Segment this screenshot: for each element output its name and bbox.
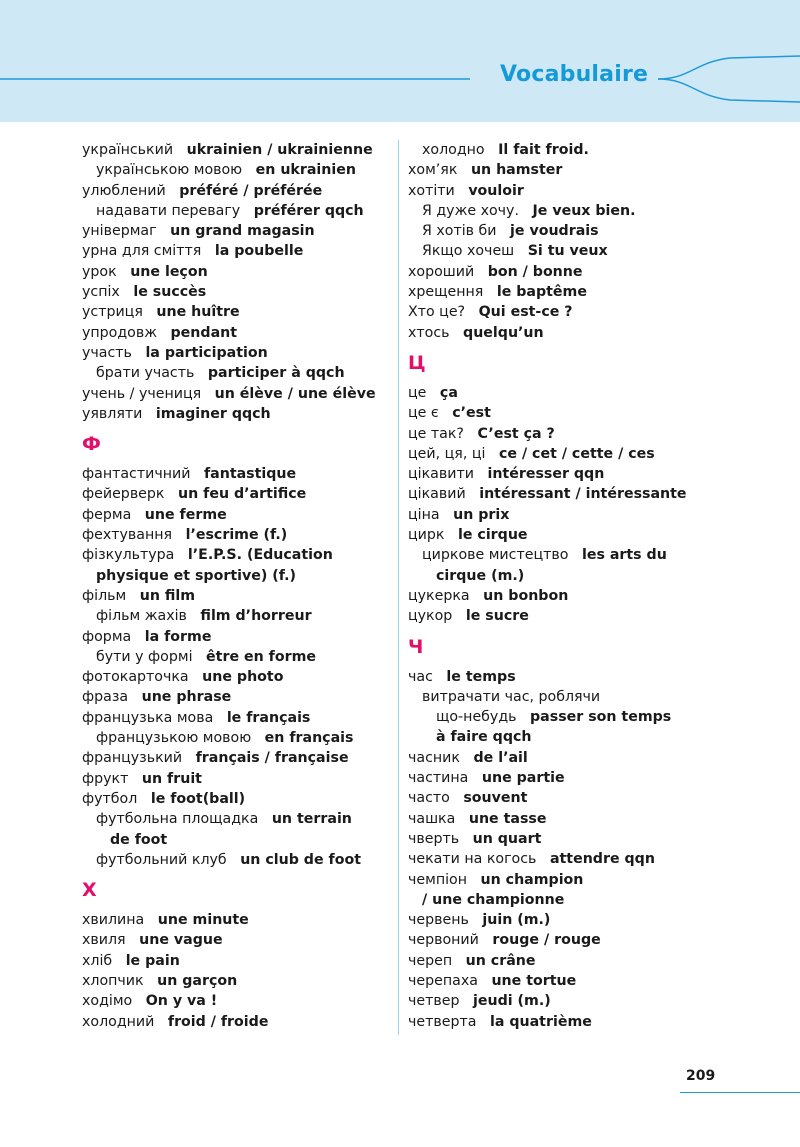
vocab-entry <box>408 991 748 1011</box>
ukrainian-term: упродовж <box>82 324 157 341</box>
ukrainian-term: учень / учениця <box>82 385 202 402</box>
vocab-entry <box>408 748 748 768</box>
vocab-entry <box>82 769 392 789</box>
french-term: passer son temps <box>530 709 672 726</box>
french-term: jeudi (m.) <box>473 993 551 1010</box>
ukrainian-term: футбол <box>82 790 138 807</box>
vocab-entry <box>408 768 748 788</box>
ukrainian-term: футбольна площадка <box>96 811 259 828</box>
french-term: un club de foot <box>240 851 361 868</box>
french-term: ce / cet / cette / ces <box>498 445 655 462</box>
vocab-entry <box>82 282 392 302</box>
vocab-entry <box>408 586 748 606</box>
ukrainian-term: час <box>408 668 433 685</box>
ukrainian-term: участь <box>82 344 132 361</box>
french-term: rouge / rouge <box>492 932 601 949</box>
french-term: le cirque <box>457 527 528 544</box>
french-term: une ferme <box>144 506 227 523</box>
french-term: le baptême <box>496 284 587 301</box>
ukrainian-term: французькою мовою <box>96 730 252 747</box>
ukrainian-term: універмаг <box>82 223 157 240</box>
ukrainian-term: надавати перевагу <box>96 202 241 219</box>
french-term: le succès <box>133 284 207 301</box>
vocab-entry <box>82 384 392 404</box>
french-term: quelqu’un <box>463 324 544 341</box>
vocab-entry <box>82 545 392 565</box>
ukrainian-term: цікавий <box>408 486 466 503</box>
ukrainian-term: це так? <box>408 425 464 442</box>
french-term: une tasse <box>468 810 547 827</box>
vocab-entry <box>408 221 748 241</box>
ukrainian-term: фізкультура <box>82 547 175 564</box>
ukrainian-term: червень <box>408 912 469 929</box>
vocab-entry <box>408 870 748 890</box>
ukrainian-term: червоний <box>408 932 479 949</box>
vocab-entry <box>82 667 392 687</box>
page-title: Vocabulaire <box>500 62 649 87</box>
ukrainian-term: чверть <box>408 830 460 847</box>
vocab-entry <box>82 525 392 545</box>
french-term: une vague <box>139 932 223 949</box>
vocab-entry <box>408 606 748 626</box>
french-term: préféré / préférée <box>179 182 323 199</box>
french-term: un hamster <box>470 162 563 179</box>
vocab-entry <box>408 383 748 403</box>
french-term: l’escrime (f.) <box>185 527 288 544</box>
vocab-entry <box>408 140 748 160</box>
ukrainian-term: хліб <box>82 952 113 969</box>
vocab-entry <box>82 404 392 424</box>
french-term: un grand magasin <box>170 223 315 240</box>
vocab-entry <box>82 241 392 261</box>
vocab-entry <box>408 525 748 545</box>
french-term: ça <box>439 384 458 401</box>
ukrainian-term: чекати на когось <box>408 851 537 868</box>
ukrainian-term: холодний <box>82 1013 155 1030</box>
french-term: l’E.P.S. (Education <box>187 547 333 564</box>
french-term: C’est ça ? <box>477 425 555 442</box>
vocab-entry <box>82 809 392 829</box>
ukrainian-term: ферма <box>82 506 132 523</box>
vocab-entry <box>408 951 748 971</box>
vocab-entry <box>82 160 392 180</box>
vocab-entry <box>82 221 392 241</box>
french-term: c’est <box>452 405 491 422</box>
vocab-entry <box>408 262 748 282</box>
french-term: français / française <box>195 750 349 767</box>
vocab-entry <box>408 788 748 808</box>
ukrainian-term: хвиля <box>82 932 126 949</box>
ukrainian-term: фрукт <box>82 770 129 787</box>
vocab-entry <box>408 849 748 869</box>
vocab-entry <box>82 363 392 383</box>
french-term: la quatrième <box>489 1013 592 1030</box>
french-term: les arts du <box>581 547 667 564</box>
french-term: vouloir <box>468 182 524 199</box>
ukrainian-term: хлопчик <box>82 972 144 989</box>
header-rule-ornament <box>0 0 800 122</box>
vocab-entry <box>408 160 748 180</box>
ukrainian-term: хороший <box>408 263 475 280</box>
french-term: la forme <box>144 628 212 645</box>
french-term: cirque (m.) <box>436 567 525 584</box>
vocab-entry <box>82 505 392 525</box>
french-term: un prix <box>453 506 510 523</box>
ukrainian-term: фантастичний <box>82 466 191 483</box>
ukrainian-term: улюблений <box>82 182 166 199</box>
french-term: Il fait froid. <box>498 142 589 158</box>
vocab-entry <box>82 647 392 667</box>
french-term: une huître <box>156 304 240 321</box>
french-term: de l’ail <box>473 749 528 766</box>
page-number-rule <box>680 1092 800 1093</box>
ukrainian-term: Якщо хочеш <box>422 243 515 260</box>
ukrainian-term: четверта <box>408 1013 477 1030</box>
vocab-entry <box>82 830 392 850</box>
vocab-entry <box>82 606 392 626</box>
vocab-entry <box>408 302 748 322</box>
left-column <box>82 140 392 1032</box>
ukrainian-term: українською мовою <box>96 162 243 179</box>
vocab-entry <box>82 302 392 322</box>
ukrainian-term: фехтування <box>82 527 173 544</box>
french-term: le sucre <box>465 608 529 625</box>
french-term: une tortue <box>491 972 577 989</box>
ukrainian-term: це <box>408 384 427 401</box>
french-term: en ukrainien <box>255 162 356 179</box>
vocab-entry <box>82 991 392 1011</box>
ukrainian-term: цікавити <box>408 466 474 483</box>
french-term: de foot <box>110 831 168 848</box>
ukrainian-term: хтось <box>408 324 450 341</box>
vocab-entry <box>82 789 392 809</box>
vocab-entry <box>82 586 392 606</box>
french-term: une partie <box>481 770 565 787</box>
ukrainian-term: французька мова <box>82 709 214 726</box>
ukrainian-term: фотокарточка <box>82 669 189 686</box>
french-term: une photo <box>202 669 284 686</box>
vocab-entry <box>408 910 748 930</box>
vocab-entry <box>82 343 392 363</box>
french-term: un champion <box>480 871 584 888</box>
ukrainian-term: форма <box>82 628 132 645</box>
vocab-entry <box>408 424 748 444</box>
french-term: Qui est-ce ? <box>478 304 573 321</box>
vocab-entry <box>82 1012 392 1032</box>
french-term: pendant <box>170 324 238 341</box>
french-term: un garçon <box>157 972 238 989</box>
ukrainian-term: фейерверк <box>82 486 165 503</box>
vocab-entry <box>408 181 748 201</box>
french-term: un film <box>139 587 196 604</box>
vocab-entry <box>82 748 392 768</box>
french-term: je voudrais <box>510 223 599 240</box>
french-term: être en forme <box>206 648 316 665</box>
ukrainian-term: устриця <box>82 304 143 321</box>
vocab-entry <box>408 323 748 343</box>
french-term: la participation <box>145 344 268 361</box>
vocab-entry <box>82 566 392 586</box>
vocab-entry <box>408 890 748 910</box>
french-term: intéressant / intéressante <box>479 486 687 503</box>
vocab-entry <box>82 140 392 160</box>
vocab-entry <box>82 181 392 201</box>
ukrainian-term: часто <box>408 790 450 807</box>
vocab-entry <box>408 687 748 707</box>
vocab-entry <box>82 687 392 707</box>
ukrainian-term: ціна <box>408 506 440 523</box>
ukrainian-term: чемпіон <box>408 871 467 888</box>
ukrainian-term: що-небудь <box>436 709 517 726</box>
ukrainian-term: хрещення <box>408 284 484 301</box>
ukrainian-term: ходімо <box>82 993 133 1010</box>
french-term: le foot(ball) <box>150 790 246 807</box>
section-letter: Ц <box>408 351 426 374</box>
french-term: film d’horreur <box>200 608 312 625</box>
ukrainian-term: частина <box>408 770 469 787</box>
vocab-entry <box>82 971 392 991</box>
french-term: On y va ! <box>145 993 218 1010</box>
vocab-entry <box>408 829 748 849</box>
ukrainian-term: урна для сміття <box>82 243 202 260</box>
ukrainian-term: це є <box>408 405 439 422</box>
ukrainian-term: витрачати час, роблячи <box>422 688 601 705</box>
french-term: le temps <box>446 668 516 685</box>
vocab-entry <box>408 971 748 991</box>
section-letter: Х <box>82 879 97 902</box>
french-term: Je veux bien. <box>532 202 636 219</box>
french-term: intéresser qqn <box>487 466 605 483</box>
french-term: participer à qqch <box>207 365 345 382</box>
vocab-entry <box>82 708 392 728</box>
french-term: un feu d’artifice <box>178 486 307 503</box>
vocab-entry <box>82 930 392 950</box>
french-term: un crâne <box>465 952 536 969</box>
vocab-entry <box>408 282 748 302</box>
french-term: un bonbon <box>483 587 569 604</box>
vocab-entry <box>408 1012 748 1032</box>
french-term: une minute <box>157 912 249 929</box>
vocab-entry <box>408 707 748 727</box>
french-term: préférer qqch <box>253 202 364 219</box>
ukrainian-term: череп <box>408 952 453 969</box>
vocab-entry <box>82 850 392 870</box>
french-term: bon / bonne <box>487 263 583 280</box>
vocab-entry <box>82 323 392 343</box>
page-header <box>0 0 800 122</box>
ukrainian-term: успіх <box>82 284 120 301</box>
french-term: la poubelle <box>214 243 304 260</box>
french-term: une phrase <box>141 689 232 706</box>
vocab-entry <box>82 627 392 647</box>
ukrainian-term: уявляти <box>82 405 143 422</box>
french-term: Si tu veux <box>527 243 608 260</box>
ukrainian-term: часник <box>408 749 460 766</box>
ukrainian-term: хотіти <box>408 182 455 199</box>
french-term: un fruit <box>141 770 202 787</box>
vocab-entry <box>408 727 748 747</box>
column-divider <box>398 140 399 1035</box>
ukrainian-term: урок <box>82 263 117 280</box>
vocab-entry <box>82 262 392 282</box>
ukrainian-term: фраза <box>82 689 129 706</box>
ukrainian-term: бути у формі <box>96 648 193 665</box>
ukrainian-term: цукерка <box>408 587 470 604</box>
vocab-entry <box>408 201 748 221</box>
vocab-entry <box>82 951 392 971</box>
ukrainian-term: Я дуже хочу. <box>422 202 519 219</box>
vocab-entry <box>408 545 748 565</box>
french-term: / une championne <box>422 891 565 908</box>
vocab-entry <box>408 484 748 504</box>
ukrainian-term: фільм жахів <box>96 608 187 625</box>
french-term: le pain <box>125 952 180 969</box>
vocab-entry <box>408 667 748 687</box>
section-letter: Ч <box>408 635 424 658</box>
ukrainian-term: Я хотів би <box>422 223 497 240</box>
french-term: imaginer qqch <box>155 405 271 422</box>
french-term: froid / froide <box>167 1013 269 1030</box>
ukrainian-term: черепаха <box>408 972 478 989</box>
vocab-entry <box>82 728 392 748</box>
french-term: ukrainien / ukrainienne <box>186 142 373 158</box>
ukrainian-term: хвилина <box>82 912 145 929</box>
vocab-entry <box>408 566 748 586</box>
ukrainian-term: циркове мистецтво <box>422 547 569 564</box>
vocab-entry <box>408 403 748 423</box>
french-term: attendre qqn <box>549 851 655 868</box>
french-term: un quart <box>472 830 542 847</box>
ukrainian-term: Хто це? <box>408 304 466 321</box>
right-column <box>408 140 748 1032</box>
ukrainian-term: брати участь <box>96 365 195 382</box>
vocab-entry <box>408 241 748 261</box>
french-term: physique et sportive) (f.) <box>96 567 297 584</box>
vocab-entry <box>82 910 392 930</box>
ukrainian-term: четвер <box>408 993 460 1010</box>
vocab-entry <box>82 484 392 504</box>
ukrainian-term: хом’як <box>408 162 458 179</box>
vocab-entry <box>408 809 748 829</box>
french-term: juin (m.) <box>482 912 551 929</box>
ukrainian-term: французький <box>82 750 183 767</box>
ukrainian-term: цукор <box>408 608 453 625</box>
french-term: à faire qqch <box>436 729 532 746</box>
vocab-entry <box>408 444 748 464</box>
vocab-entry <box>408 464 748 484</box>
vocab-entry <box>82 464 392 484</box>
ukrainian-term: цирк <box>408 527 445 544</box>
french-term: un élève / une élève <box>214 385 376 402</box>
vocab-entry <box>408 930 748 950</box>
ukrainian-term: футбольний клуб <box>96 851 227 868</box>
ukrainian-term: український <box>82 142 174 158</box>
french-term: fantastique <box>203 466 297 483</box>
french-term: une leçon <box>130 263 208 280</box>
page-number: 209 <box>686 1068 716 1084</box>
ukrainian-term: холодно <box>422 142 485 158</box>
section-letter: Ф <box>82 433 101 456</box>
vocab-entry <box>82 201 392 221</box>
ukrainian-term: чашка <box>408 810 456 827</box>
french-term: le français <box>226 709 311 726</box>
french-term: en français <box>264 730 354 747</box>
ukrainian-term: фільм <box>82 587 127 604</box>
french-term: un terrain <box>271 811 352 828</box>
ukrainian-term: цей, ця, ці <box>408 445 486 462</box>
vocab-entry <box>408 505 748 525</box>
french-term: souvent <box>463 790 528 807</box>
